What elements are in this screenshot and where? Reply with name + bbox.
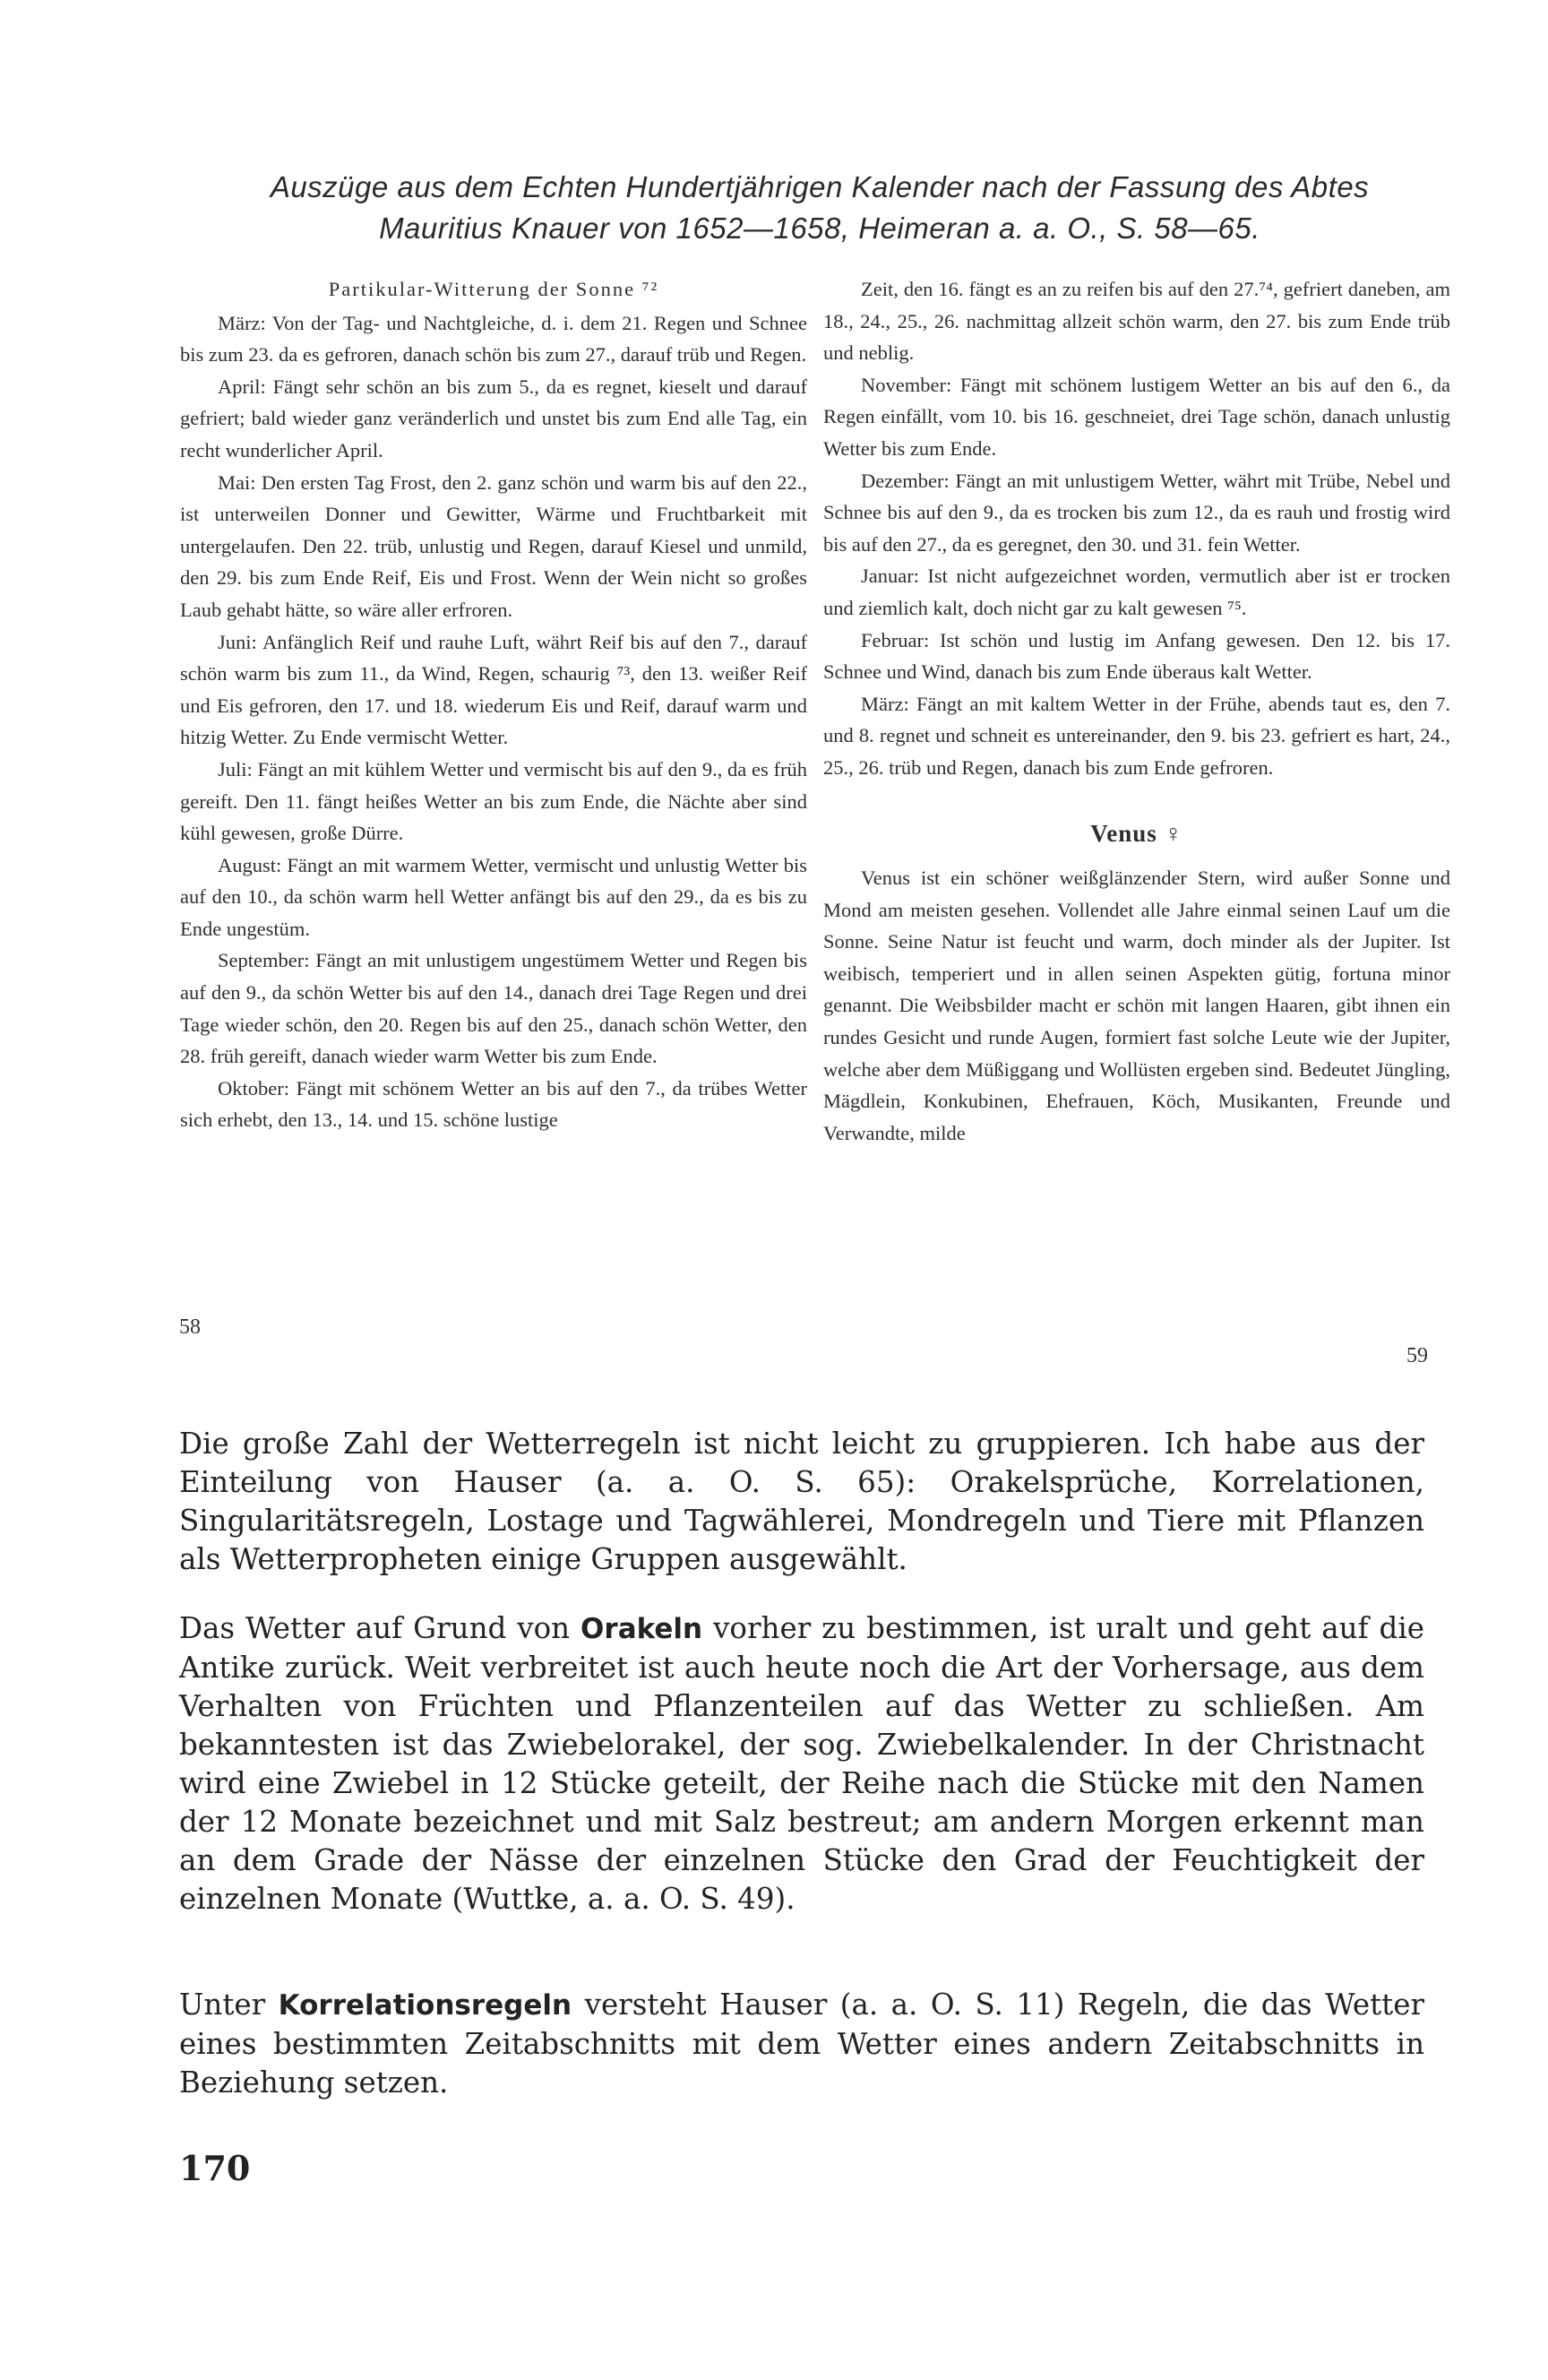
scan-paragraph: Februar: Ist schön und lustig im Anfang gewesen. Den 12. bis 17. Schnee und Wind, danach bis zum Ende überaus kalt Wetter. <box>823 628 1450 684</box>
scan-right-page <box>823 273 1450 1149</box>
scan-paragraph: März: Von der Tag- und Nachtgleiche, d. i. dem 21. Regen und Schnee bis zum 23. da es gefroren, danach schön bis zum 27., darauf trüb und Regen. <box>180 311 807 366</box>
scan-paragraph: April: Fängt sehr schön an bis zum 5., da es regnet, kieselt und darauf gefriert; bald wieder ganz veränderlich und unstet bis zum End alle Tag, ein recht wunderlicher April. <box>180 375 807 461</box>
bold-term-korrelationsregeln: Korrelationsregeln <box>278 1989 572 2022</box>
scan-paragraph: August: Fängt an mit warmem Wetter, vermischt und unlustig Wetter bis auf den 10., da schön warm hell Wetter anfängt bis auf den 29., da es bis zu Ende ungestüm. <box>180 853 807 940</box>
bold-term-orakeln: Orakeln <box>580 1613 703 1645</box>
caption-line-1: Auszüge aus dem Echten Hundertjährigen Kalender nach der Fassung des Abtes <box>270 170 1370 203</box>
scan-paragraph: Dezember: Fängt an mit unlustigem Wetter, währt mit Trübe, Nebel und Schnee bis auf den 9., da es trocken bis zum 12., da es rauh und frostig wird bis auf den 27., da es geregnet, den 30. und 31. fein Wetter. <box>823 469 1450 556</box>
paragraph-text <box>179 1609 1424 1919</box>
scan-left-page <box>180 273 807 1136</box>
scan-paragraph: Zeit, den 16. fängt es an zu reifen bis auf den 27.⁷⁴, gefriert daneben, am 18., 24., 25., 26. nachmittag allzeit schön warm, den 27. bis zum Ende trüb und neblig. <box>823 278 1450 365</box>
paragraph-text: Die große Zahl der Wetterregeln ist nicht leicht zu gruppieren. Ich habe aus der Einteilung von Hauser (a. a. O. S. 65): Orakelsprüche, Korrelationen, Singularitätsregeln, Lostage und Tagwählerei, Mondregeln und Tiere mit Pflanzen als Wetterpropheten einige Gruppen ausgewählt. <box>179 1427 1424 1576</box>
scanned-calendar-pages <box>172 273 1466 1380</box>
scan-paragraph: Juli: Fängt an mit kühlem Wetter und vermischt bis auf den 9., da es früh gereift. Den 11. fängt heißes Wetter an bis zum Ende, die Nächte aber sind kühl gewesen, große Dürre. <box>180 757 807 845</box>
scan-paragraph: Mai: Den ersten Tag Frost, den 2. ganz schön und warm bis auf den 22., ist unterweilen Donner und Gewitter, Wärme und Fruchtbarkeit mit untergelaufen. Den 22. trüb, unlustig und Regen, darauf Kiesel und unmild, den 29. bis zum Ende Reif, Eis und Frost. Wenn der Wein nicht so großes Laub gehabt hätte, so wäre aller erfroren. <box>180 470 807 621</box>
paragraph-rest: vorher zu bestimmen, ist uralt und geht auf die Antike zurück. Weit verbreitet ist auch heute noch die Art der Vorhersage, aus dem Verhalten von Früchten und Pflanzenteilen auf das Wetter zu schließen. Am bekanntesten ist das Zwiebelorakel, der sog. Zwiebelkalender. In der Christnacht wird eine Zwiebel in 12 Stücke geteilt, der Reihe nach die Stücke mit den Namen der 12 Monate bezeichnet und mit Salz bestreut; am andern Morgen erkennt man an dem Grade der Nässe der einzelnen Stücke den Grad der Feuchtigkeit der einzelnen Monate (Wuttke, a. a. O. S. 49). <box>179 1611 1424 1916</box>
scan-paragraph: Juni: Anfänglich Reif und rauhe Luft, währt Reif bis auf den 7., darauf schön warm bis zum 11., da Wind, Regen, schaurig ⁷³, den 13. weißer Reif und Eis gefroren, den 17. und 18. wiederum Eis und Reif, darauf warm und hitzig Wetter. Zu Ende vermischt Wetter. <box>180 630 807 749</box>
scan-venus-paragraph: Venus ist ein schöner weißglänzender Stern, wird außer Sonne und Mond am meisten gesehen. Vollendet alle Jahre einmal seinen Lauf um die Sonne. Seine Natur ist feucht und warm, doch minder als der Jupiter. Ist weibisch, temperiert und in allen seinen Aspekten gütig, fortuna minor genannt. Die Weibsbilder macht er schön mit langen Haaren, gibt ihnen ein rundes Gesicht und runde Augen, formiert fast solche Leute wie der Jupiter, welche aber dem Müßiggang und Wollüsten ergeben sind. Bedeutet Jüngling, Mägdlein, Konkubinen, Ehefrauen, Köch, Musikanten, Freunde und Verwandte, milde <box>823 867 1450 1144</box>
scan-paragraph: Januar: Ist nicht aufgezeichnet worden, vermutlich aber ist er trocken und ziemlich kalt, doch nicht gar zu kalt gewesen ⁷⁵. <box>823 565 1450 619</box>
paragraph-rest: versteht Hauser (a. a. O. S. 11) Regeln, die das Wetter eines bestimmten Zeitabschnitts mit dem Wetter eines andern Zeitabschnitts in Beziehung setzen. <box>179 1988 1424 2100</box>
page-number: 170 <box>179 2148 251 2188</box>
scan-paragraph: November: Fängt mit schönem lustigem Wetter an bis auf den 6., da Regen einfällt, vom 10. bis 16. geschneiet, drei Tage schön, danach unlustig Wetter bis zum Ende. <box>823 373 1450 460</box>
scan-left-folio: 58 <box>179 1315 201 1339</box>
paragraph-lead: Unter <box>179 1988 279 2022</box>
scan-right-folio: 59 <box>1406 1344 1428 1367</box>
scan-venus-heading: Venus ♀ <box>1090 819 1183 847</box>
figure-caption <box>179 167 1460 249</box>
scan-paragraph: Oktober: Fängt mit schönem Wetter an bis auf den 7., da trübes Wetter sich erhebt, den 13., 14. und 15. schöne lustige <box>180 1076 807 1132</box>
scan-left-heading: Partikular-Witterung der Sonne ⁷² <box>328 278 659 300</box>
scan-paragraph: März: Fängt an mit kaltem Wetter in der Frühe, abends taut es, den 7. und 8. regnet und schneit es untereinander, den 9. bis 23. gefriert es hart, 24., 25., 26. trüb und Regen, danach bis zum Ende gefroren. <box>823 692 1450 779</box>
paragraph-text <box>179 1986 1424 2102</box>
paragraph-lead: Das Wetter auf Grund von <box>179 1611 581 1645</box>
body-paragraph-1 <box>179 1425 1424 1579</box>
caption-line-2: Mauritius Knauer von 1652—1658, Heimeran a. a. O., S. 58—65. <box>379 211 1260 245</box>
scan-paragraph: September: Fängt an mit unlustigem ungestümem Wetter und Regen bis auf den 9., da schön Wetter bis auf den 14., danach drei Tage Regen und drei Tage wieder schön, den 20. Regen bis auf den 25., danach schön Wetter, den 28. früh gereift, danach wieder warm Wetter bis zum Ende. <box>180 949 807 1068</box>
body-paragraph-2 <box>179 1609 1424 1919</box>
body-paragraph-3 <box>179 1986 1424 2102</box>
